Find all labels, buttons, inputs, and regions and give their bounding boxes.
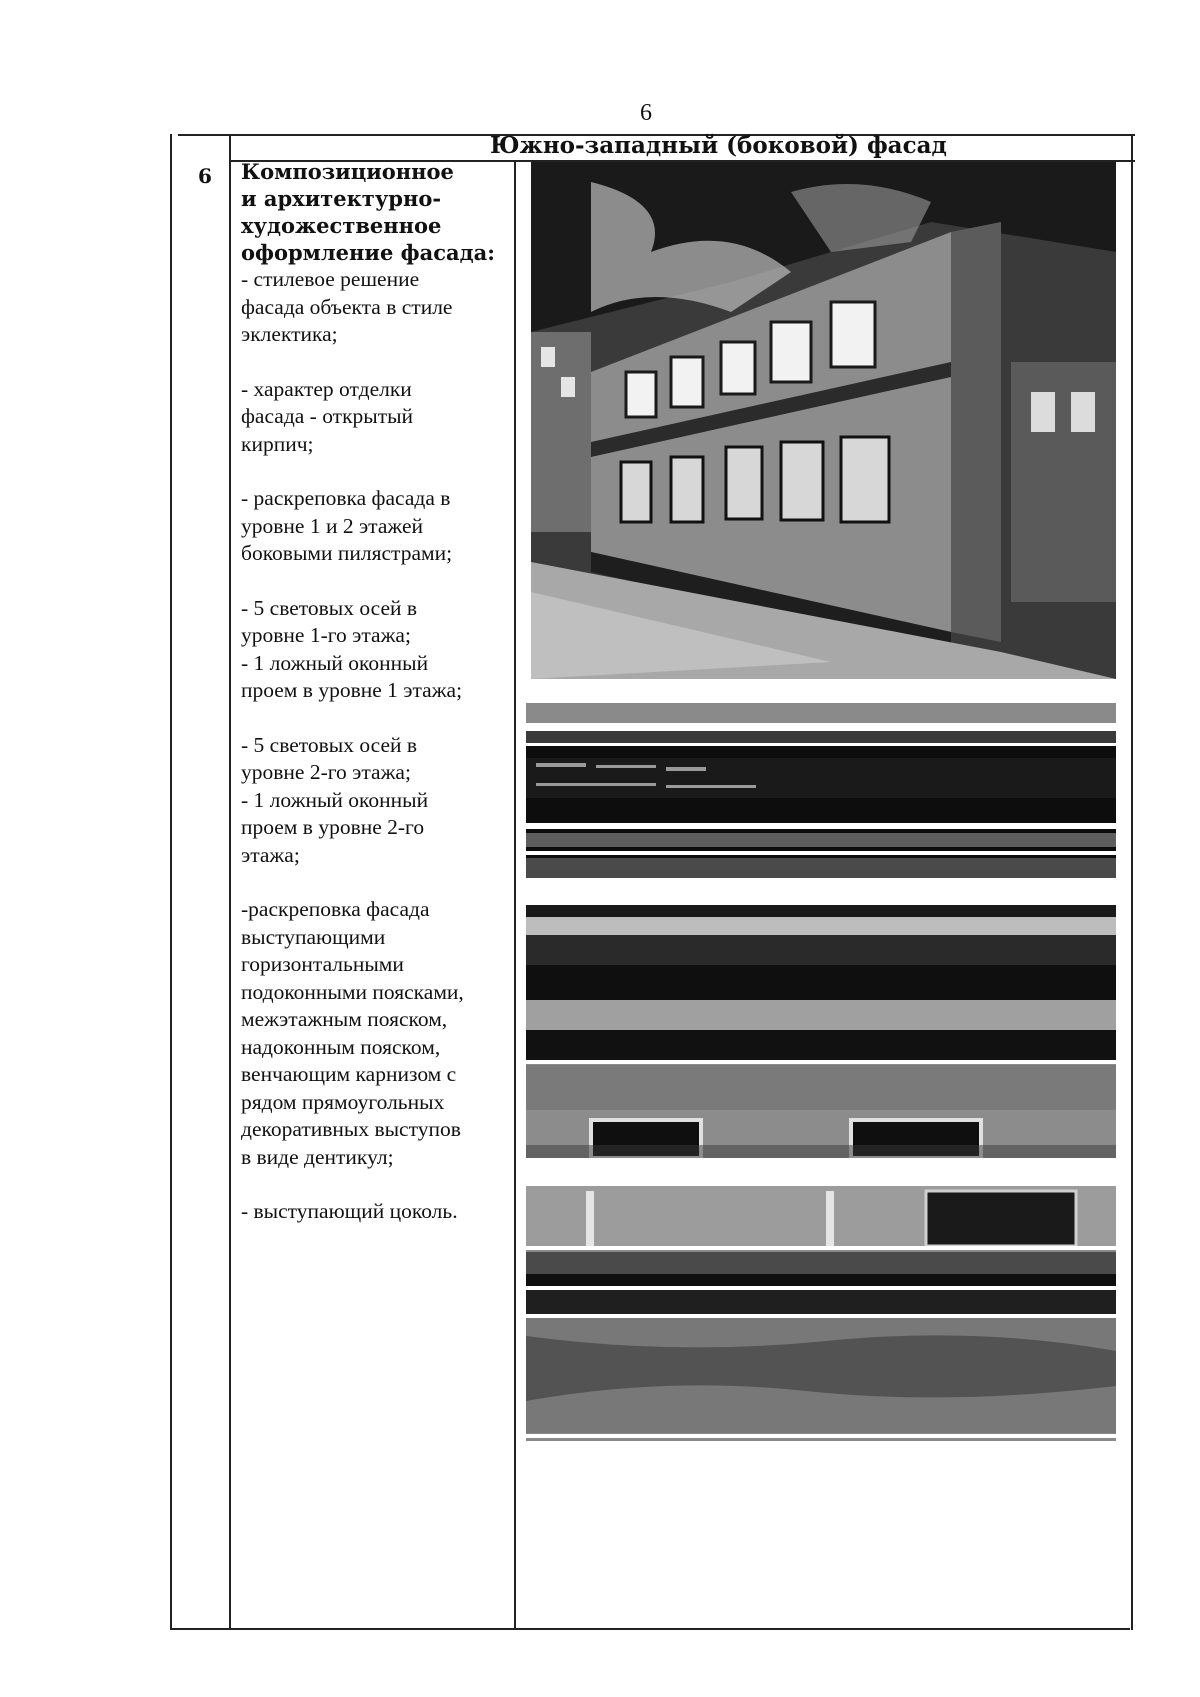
item-line: - 1 ложный оконный [241, 650, 429, 675]
row-number: 6 [198, 164, 212, 188]
table-left-border [170, 134, 172, 1630]
list-item [241, 595, 511, 705]
item-line: межэтажным пояском, [241, 1007, 448, 1031]
facade-photo-plinth [526, 1186, 1116, 1441]
item-line: - стилевое решение [241, 267, 420, 291]
item-line: - характер отделки [241, 376, 412, 401]
item-line: проем в уровне 2-го [241, 815, 425, 839]
item-line: этажа; [241, 842, 300, 867]
item-line: горизонтальными [241, 952, 404, 976]
item-line: - раскреповка фасада в [241, 486, 451, 510]
heading-line: художественное [241, 213, 442, 238]
list-item [241, 485, 511, 568]
item-line: кирпич; [241, 431, 314, 456]
item-line: боковыми пилястрами; [241, 541, 453, 565]
item-line: фасада - открытый [241, 404, 414, 428]
item-line: фасада объекта в стиле [241, 294, 453, 319]
item-line: проем в уровне 1 этажа; [241, 678, 463, 702]
item-line: уровне 1-го этажа; [241, 623, 411, 647]
item-line: эклектика; [241, 322, 338, 346]
item-line: уровне 1 и 2 этажей [241, 513, 424, 538]
description-column [241, 158, 511, 1226]
item-line: рядом прямоугольных [241, 1089, 445, 1114]
description-heading [241, 158, 511, 266]
page-number: 6 [640, 100, 652, 126]
list-item [241, 266, 511, 349]
item-line: венчающим карнизом с [241, 1062, 457, 1086]
item-line: декоративных выступов [241, 1117, 461, 1141]
item-line: уровне 2-го этажа; [241, 760, 411, 784]
table-number-column-divider [229, 134, 231, 1630]
heading-line: оформление фасада: [241, 240, 495, 265]
item-line: - выступающий цоколь. [241, 1199, 458, 1223]
table-bottom-border [170, 1628, 1130, 1630]
list-item [241, 896, 511, 1171]
item-line: выступающими [241, 924, 386, 949]
facade-photo-cornice-detail [526, 703, 1116, 878]
item-line: -раскреповка фасада [241, 897, 430, 921]
item-line: надоконным пояском, [241, 1034, 441, 1059]
table-text-column-divider [514, 160, 516, 1630]
item-line: - 5 световых осей в [241, 595, 418, 620]
item-line: в виде дентикул; [241, 1144, 394, 1169]
item-line: подоконными поясками, [241, 979, 464, 1004]
item-line: - 1 ложный оконный [241, 787, 429, 812]
list-item [241, 1198, 511, 1226]
list-item [241, 376, 511, 459]
item-line: - 5 световых осей в [241, 732, 418, 757]
facade-photo-building-corner [531, 162, 1116, 679]
facade-photo-belt-courses [526, 905, 1116, 1158]
list-item [241, 732, 511, 870]
heading-line: Композиционное [241, 159, 454, 184]
section-title: Южно-западный (боковой) фасад [490, 132, 947, 159]
table-right-border [1131, 134, 1133, 1630]
heading-line: и архитектурно- [241, 186, 442, 211]
